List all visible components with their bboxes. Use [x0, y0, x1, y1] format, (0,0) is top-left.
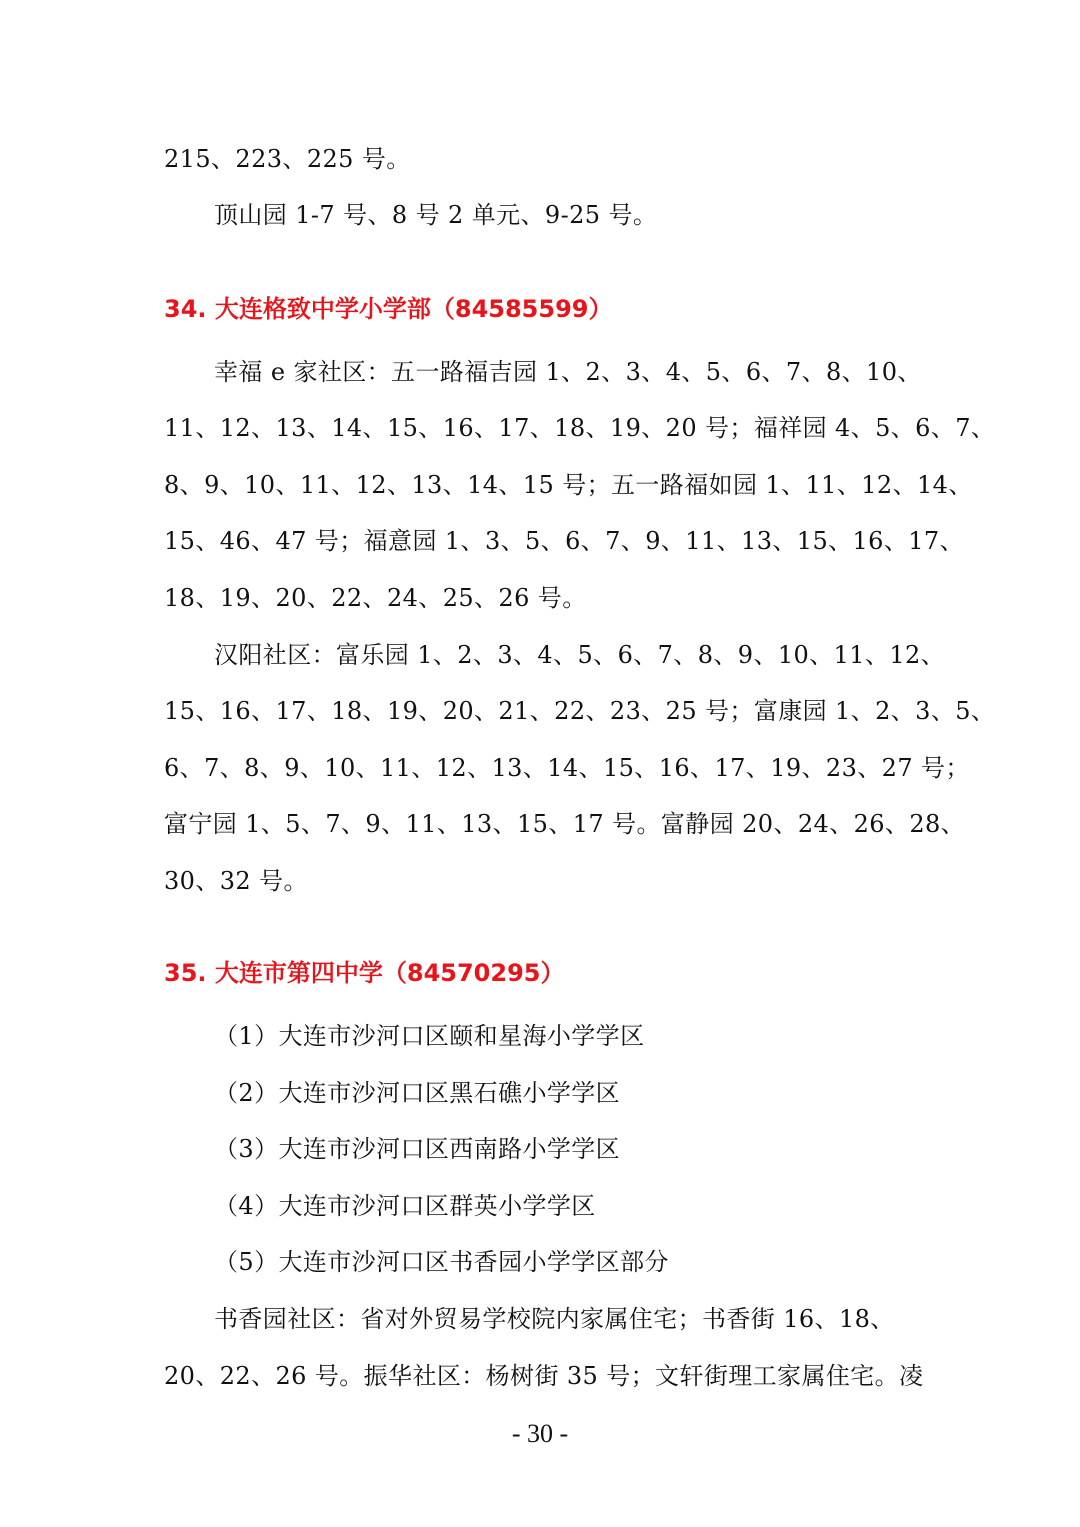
paragraph-line: 幸福 e 家社区：五一路福吉园 1、2、3、4、5、6、7、8、10、: [214, 358, 922, 386]
list-item: （2）大连市沙河口区黑石礁小学学区: [214, 1079, 621, 1107]
list-item: （5）大连市沙河口区书香园小学学区部分: [214, 1248, 669, 1276]
paragraph-line: 6、7、8、9、10、11、12、13、14、15、16、17、19、23、27 号；: [164, 754, 970, 782]
page-number: - 30 -: [511, 1419, 569, 1448]
paragraph-line: 15、16、17、18、19、20、21、22、23、25 号；富康园 1、2、3、5、: [164, 697, 996, 725]
paragraph-line: 18、19、20、22、24、25、26 号。: [164, 584, 587, 612]
list-item: （4）大连市沙河口区群英小学学区: [214, 1192, 596, 1220]
text-line-continuation: 215、223、225 号。: [164, 145, 411, 173]
paragraph-line: 富宁园 1、5、7、9、11、13、15、17 号。富静园 20、24、26、28、: [164, 810, 966, 838]
section-heading-35: 35. 大连市第四中学（84570295）: [164, 959, 565, 987]
text-line-dingshanyuan: 顶山园 1-7 号、8 号 2 单元、9-25 号。: [214, 201, 658, 229]
list-item: （1）大连市沙河口区颐和星海小学学区: [214, 1022, 645, 1050]
section-heading-34: 34. 大连格致中学小学部（84585599）: [164, 295, 613, 323]
paragraph-line: 书香园社区：省对外贸易学校院内家属住宅；书香街 16、18、: [214, 1305, 895, 1333]
paragraph-line: 20、22、26 号。振华社区：杨树街 35 号；文轩街理工家属住宅。凌: [164, 1362, 924, 1390]
list-item: （3）大连市沙河口区西南路小学学区: [214, 1135, 621, 1163]
paragraph-line: 汉阳社区：富乐园 1、2、3、4、5、6、7、8、9、10、11、12、: [214, 641, 946, 669]
paragraph-line: 30、32 号。: [164, 867, 308, 895]
paragraph-line: 15、46、47 号；福意园 1、3、5、6、7、9、11、13、15、16、17、: [164, 527, 964, 555]
paragraph-line: 8、9、10、11、12、13、14、15 号；五一路福如园 1、11、12、14、: [164, 471, 973, 499]
paragraph-line: 11、12、13、14、15、16、17、18、19、20 号；福祥园 4、5、6、7、: [164, 414, 996, 442]
